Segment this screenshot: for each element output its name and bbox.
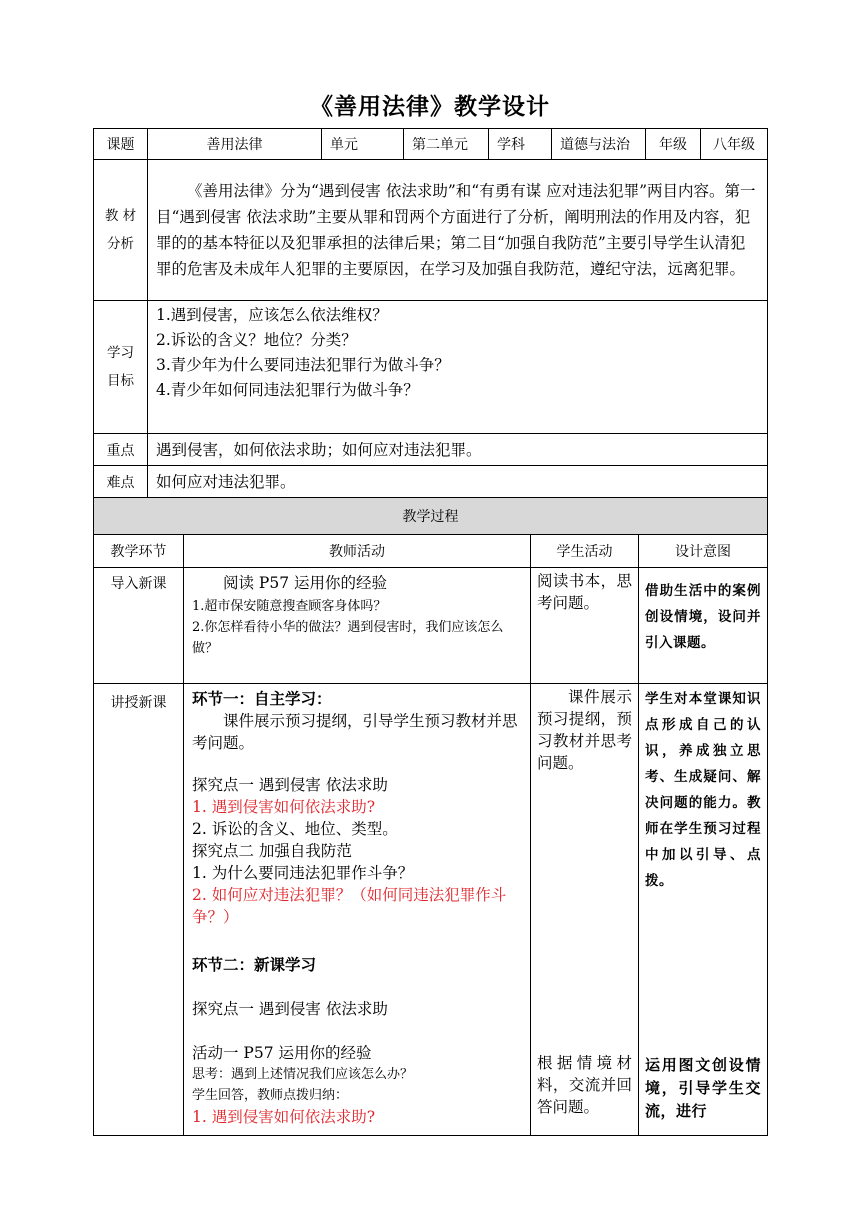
section-two-inquiry-point: 探究点一 遇到侵害 依法求助 — [192, 1000, 388, 1018]
intro-teacher-line: 阅读 P57 运用你的经验 — [223, 574, 388, 592]
analysis-label — [94, 160, 148, 301]
difficult-point-text: 如何应对违法犯罪。 — [148, 466, 768, 498]
question: 1. 为什么要同违法犯罪作斗争？ — [192, 864, 414, 882]
course-value: 善用法律 — [148, 129, 322, 160]
intro-teacher — [184, 568, 531, 684]
intro-teacher-line: 2.你怎样看待小华的做法？遇到侵害时，我们应该怎么做？ — [192, 620, 504, 656]
intro-teacher-line: 1.超市保安随意搜查顾客身体吗？ — [192, 599, 387, 614]
teaching-process-table — [93, 497, 768, 1136]
col-intent-header: 设计意图 — [639, 535, 768, 568]
key-point-text: 遇到侵害，如何依法求助；如何应对违法犯罪。 — [148, 434, 768, 466]
subject-value: 道德与法治 — [552, 129, 646, 160]
lecture-intent-1: 学生对本堂课知识点形成自己的认识，养成独立思考、生成疑问、解决问题的能力。教师在学生预习过程中加以引导、点拨。 — [645, 691, 761, 889]
unit-value: 第二单元 — [404, 129, 489, 160]
goals-label — [94, 301, 148, 434]
intro-student: 阅读书本，思考问题。 — [531, 568, 639, 684]
col-student-header: 学生活动 — [531, 535, 639, 568]
section-one-text: 课件展示预习提纲，引导学生预习教材并思考问题。 — [192, 712, 518, 752]
lecture-stage: 讲授新课 — [94, 684, 184, 1136]
think-prompt: 思考：遇到上述情况我们应该怎么办？ — [192, 1067, 414, 1082]
intro-intent: 借助生活中的案例创设情境，设问并引入课题。 — [639, 568, 768, 684]
lecture-student-1: 课件展示预习提纲，预习教材并思考问题。 — [537, 688, 632, 772]
analysis-label-line-1: 教 材 — [104, 208, 137, 224]
question-red: 2. 如何应对违法犯罪？（如何同违法犯罪作斗争？） — [192, 886, 507, 926]
section-two-heading: 环节二：新课学习 — [192, 955, 317, 974]
question-red: 1. 遇到侵害如何依法求助? — [192, 798, 376, 816]
unit-label: 单元 — [322, 129, 404, 160]
document-title: 《善用法律》教学设计 — [310, 93, 550, 120]
goal-item: 1.遇到侵害，应该怎么依法维权？ — [156, 306, 388, 324]
col-teacher-header: 教师活动 — [184, 535, 531, 568]
goals-list — [148, 301, 768, 434]
inquiry-point-one: 探究点一 遇到侵害 依法求助 — [192, 776, 388, 794]
grade-label: 年级 — [646, 129, 701, 160]
goal-item: 2.诉讼的含义？地位？分类？ — [156, 331, 357, 349]
question-red: 1. 遇到侵害如何依法求助? — [192, 1108, 376, 1126]
lecture-student-2: 根据情境材料，交流并回答问题。 — [537, 1054, 632, 1116]
inquiry-point-two: 探究点二 加强自我防范 — [192, 842, 352, 860]
activity-one: 活动一 P57 运用你的经验 — [192, 1044, 372, 1062]
goals-label-line-2: 目标 — [107, 373, 134, 389]
lecture-teacher — [184, 684, 531, 1136]
lecture-student — [531, 684, 639, 1136]
analysis-label-line-2: 分析 — [107, 236, 134, 252]
course-info-table — [93, 128, 768, 498]
section-one-heading: 环节一：自主学习： — [192, 689, 332, 708]
intro-stage: 导入新课 — [94, 568, 184, 684]
analysis-text: 《善用法律》分为“遇到侵害 依法求助”和“有勇有谋 应对违法犯罪”两目内容。第一目“遇到侵害 依法求助”主要从罪和罚两个方面进行了分析，阐明刑法的作用及内容，犯罪的的基本特征以及犯罪承担的法律后果；第二目“加强自我防范”主要引导学生认清犯罪的危害及未成年人犯罪的主要原因，在学习及加强自我防范，遵纪守法，远离犯罪。 — [148, 160, 768, 301]
process-header: 教学过程 — [94, 498, 768, 535]
grade-value: 八年级 — [701, 129, 768, 160]
difficult-point-label: 难点 — [94, 466, 148, 498]
key-point-label: 重点 — [94, 434, 148, 466]
subject-label: 学科 — [489, 129, 552, 160]
goals-label-line-1: 学习 — [107, 345, 134, 361]
goal-item: 4.青少年如何同违法犯罪行为做斗争？ — [156, 381, 419, 399]
course-label: 课题 — [94, 129, 148, 160]
question: 2. 诉讼的含义、地位、类型。 — [192, 820, 398, 838]
col-stage-header: 教学环节 — [94, 535, 184, 568]
answer-prompt: 学生回答，教师点拨归纳： — [192, 1088, 349, 1103]
goal-item: 3.青少年为什么要同违法犯罪行为做斗争？ — [156, 356, 450, 374]
lecture-intent-2: 运用图文创设情境，引导学生交流，进行 — [645, 1056, 761, 1120]
lecture-intent — [639, 684, 768, 1136]
